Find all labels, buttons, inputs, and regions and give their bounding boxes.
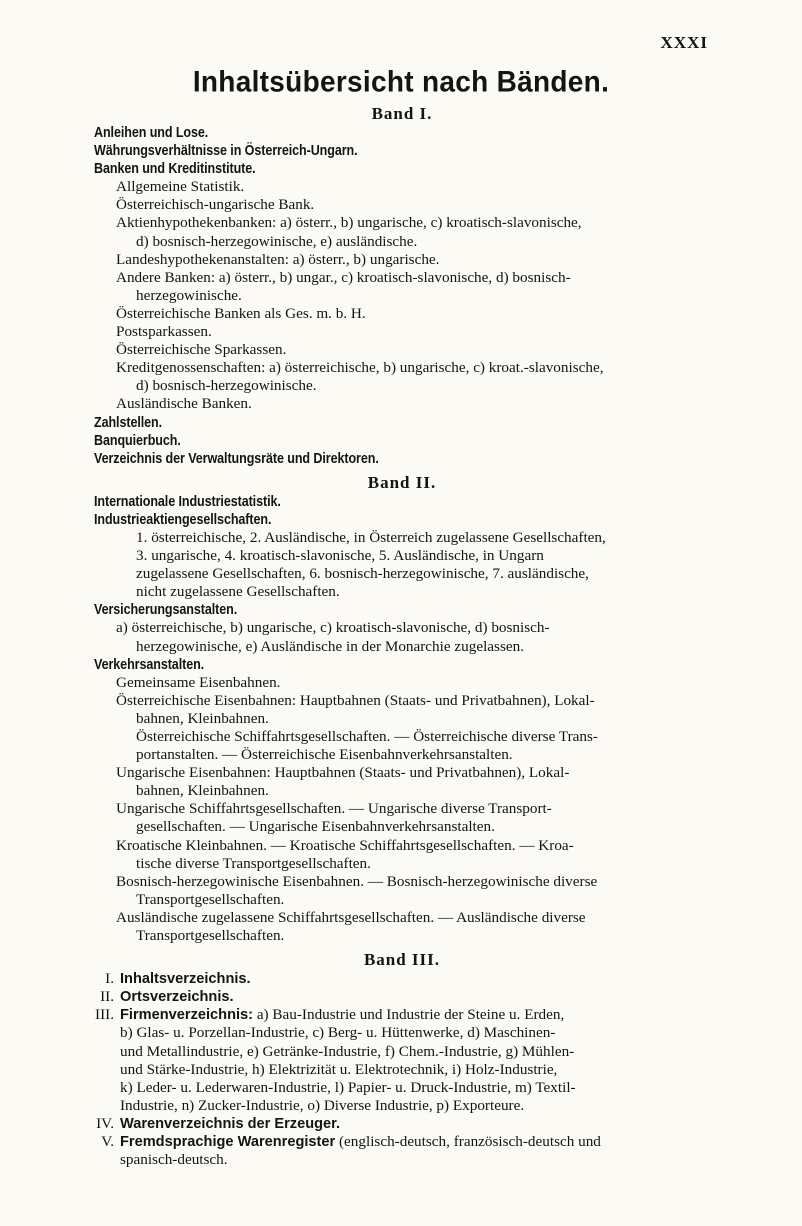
item-text <box>120 970 710 988</box>
item-title: Ortsverzeichnis. <box>120 989 234 1006</box>
entry-line: d) bosnisch-herzegowinische. <box>136 377 317 395</box>
entry-line: Kreditgenossenschaften: a) österreichische, b) ungarische, c) kroat.-slavonische, <box>116 359 604 377</box>
entry-line: tische diverse Transportgesellschaften. <box>136 854 371 872</box>
entry-line: Ausländische Banken. <box>116 395 252 413</box>
section-heading: Banken und Kreditinstitute. <box>94 161 256 178</box>
entry-line: Postsparkassen. <box>116 323 212 341</box>
band-1-section <box>94 124 710 468</box>
toc-content <box>94 103 710 1169</box>
item-number: I. <box>105 970 114 988</box>
entry-line: Landeshypothekenanstalten: a) österr., b) ungarische. <box>116 250 440 268</box>
entry-line: gesellschaften. — Ungarische Eisenbahnverkehrsanstalten. <box>136 818 495 836</box>
entry-line: portanstalten. — Österreichische Eisenbahnverkehrsanstalten. <box>136 746 513 764</box>
item-detail: spanisch-deutsch. <box>120 1151 228 1169</box>
entry-line: Transportgesellschaften. <box>136 927 285 945</box>
entry-line: 3. ungarische, 4. kroatisch-slavonische, 5. Ausländische, in Ungarn <box>136 547 544 565</box>
entry-line: Ungarische Schiffahrtsgesellschaften. — Ungarische diverse Transport- <box>116 800 552 818</box>
band-3-item <box>94 1133 710 1169</box>
entry-line: Andere Banken: a) österr., b) ungar., c) kroatisch-slavonische, d) bosnisch- <box>116 268 571 286</box>
item-detail: k) Leder- u. Lederwaren-Industrie, l) Papier- u. Druck-Industrie, m) Textil- <box>120 1078 576 1096</box>
item-number: III. <box>95 1006 114 1024</box>
entry-line: Allgemeine Statistik. <box>116 178 245 196</box>
entry-line: Österreichisch-ungarische Bank. <box>116 196 315 214</box>
entry-line: a) österreichische, b) ungarische, c) kroatisch-slavonische, d) bosnisch- <box>116 619 550 637</box>
item-detail: b) Glas- u. Porzellan-Industrie, c) Berg- u. Hüttenwerke, d) Maschinen- <box>120 1024 556 1042</box>
entry-line: Österreichische Sparkassen. <box>116 341 287 359</box>
item-detail: Industrie, n) Zucker-Industrie, o) Diverse Industrie, p) Exporteure. <box>120 1096 525 1114</box>
band-3-heading: Band III. <box>363 950 441 970</box>
entry-line: Österreichische Banken als Ges. m. b. H. <box>116 304 366 322</box>
band-2-section <box>94 493 710 945</box>
item-detail: und Metallindustrie, e) Getränke-Industrie, f) Chem.-Industrie, g) Mühlen- <box>120 1042 575 1060</box>
entry-line: zugelassene Gesellschaften, 6. bosnisch-herzegowinische, 7. ausländische, <box>136 565 589 583</box>
band-3-section <box>94 970 710 1169</box>
entry-line: Aktienhypothekenbanken: a) österr., b) ungarische, c) kroatisch-slavonische, <box>116 214 582 232</box>
entry-line: Gemeinsame Eisenbahnen. <box>116 673 281 691</box>
entry-line: bahnen, Kleinbahnen. <box>136 709 269 727</box>
item-title: Inhaltsverzeichnis. <box>120 971 251 988</box>
band-3-item <box>94 988 710 1006</box>
item-title: Fremdsprachige Warenregister <box>120 1133 336 1150</box>
entry-line: d) bosnisch-herzegowinische, e) ausländische. <box>136 232 418 250</box>
item-text <box>120 1006 710 1115</box>
entry-line: herzegowinische, e) Ausländische in der Monarchie zugelassen. <box>136 637 524 655</box>
section-heading: Internationale Industriestatistik. <box>94 493 281 510</box>
entry-line: nicht zugelassene Gesellschaften. <box>136 583 340 601</box>
entry-line: Österreichische Eisenbahnen: Hauptbahnen (Staats- und Privatbahnen), Lokal- <box>116 691 595 709</box>
item-detail: (englisch-deutsch, französisch-deutsch und <box>335 1132 601 1150</box>
entry-line: 1. österreichische, 2. Ausländische, in Österreich zugelassene Gesellschaften, <box>136 528 606 546</box>
item-number: IV. <box>96 1114 114 1132</box>
item-detail: und Stärke-Industrie, h) Elektrizität u. Elektrotechnik, i) Holz-Industrie, <box>120 1060 558 1078</box>
section-heading: Währungsverhältnisse in Österreich-Ungarn. <box>94 143 358 160</box>
item-detail: a) Bau-Industrie und Industrie der Steine u. Erden, <box>253 1006 565 1024</box>
item-title: Warenverzeichnis der Erzeuger. <box>120 1115 341 1132</box>
page-title: Inhaltsübersicht nach Bänden. <box>192 65 610 98</box>
band-2-heading: Band II. <box>367 472 437 492</box>
section-heading: Banquierbuch. <box>94 432 181 449</box>
entry-line: Kroatische Kleinbahnen. — Kroatische Schiffahrtsgesellschaften. — Kroa- <box>116 836 574 854</box>
section-heading: Industrieaktiengesellschaften. <box>94 511 272 528</box>
entry-line: Bosnisch-herzegowinische Eisenbahnen. — Bosnisch-herzegowinische diverse <box>116 872 598 890</box>
entry-line: Transportgesellschaften. <box>136 890 285 908</box>
page-number: XXXI <box>660 33 708 52</box>
entry-line: Ungarische Eisenbahnen: Hauptbahnen (Staats- und Privatbahnen), Lokal- <box>116 764 570 782</box>
section-heading: Verzeichnis der Verwaltungsräte und Direktoren. <box>94 450 379 467</box>
item-text <box>120 1115 710 1133</box>
section-heading: Versicherungsanstalten. <box>94 602 238 619</box>
band-1-heading: Band I. <box>371 104 433 123</box>
entry-line: bahnen, Kleinbahnen. <box>136 782 269 800</box>
band-3-item <box>94 970 710 988</box>
item-text <box>120 988 710 1006</box>
entry-line: Österreichische Schiffahrtsgesellschaften. — Österreichische diverse Trans- <box>136 728 598 745</box>
entry-line: Ausländische zugelassene Schiffahrtsgesellschaften. — Ausländische diverse <box>116 908 586 926</box>
item-title: Firmenverzeichnis: <box>120 1007 254 1024</box>
section-heading: Zahlstellen. <box>94 414 163 431</box>
band-3-item <box>94 1006 710 1115</box>
section-heading: Anleihen und Lose. <box>94 125 209 141</box>
band-3-item <box>94 1115 710 1133</box>
item-number: II. <box>100 988 114 1006</box>
section-heading: Verkehrsanstalten. <box>94 656 205 673</box>
entry-line: herzegowinische. <box>136 286 242 304</box>
item-number: V. <box>101 1132 114 1150</box>
item-text <box>120 1133 710 1169</box>
